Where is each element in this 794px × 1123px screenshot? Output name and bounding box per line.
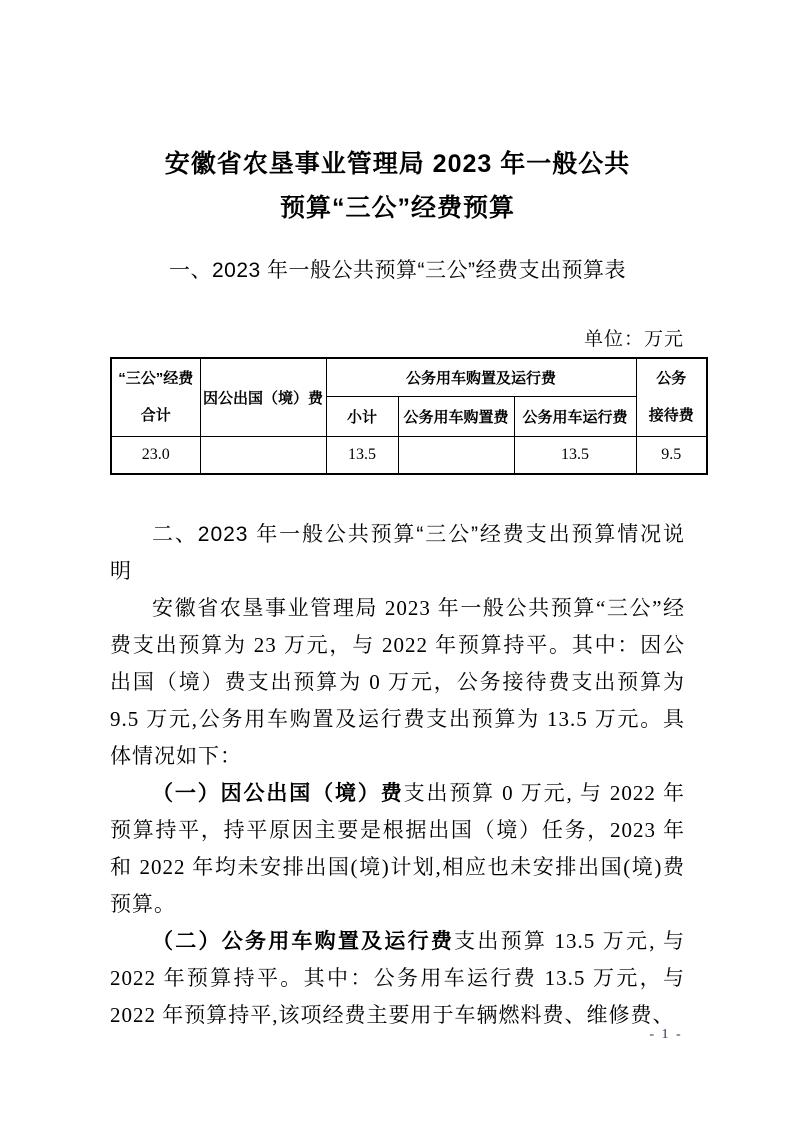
header-cell-reception — [636, 358, 707, 436]
value-vehicle-operation: 13.5 — [514, 436, 636, 474]
table-data-row — [111, 436, 707, 474]
paragraph-abroad-lead: （一）因公出国（境）费 — [152, 782, 404, 805]
value-vehicle-subtotal: 13.5 — [326, 436, 398, 474]
value-reception: 9.5 — [636, 436, 707, 474]
value-total: 23.0 — [111, 436, 200, 474]
value-abroad — [200, 436, 326, 474]
document-title-line1: 安徽省农垦事业管理局 2023 年一般公共 — [164, 150, 631, 178]
document-title — [110, 142, 685, 230]
section1-heading: 一、2023 年一般公共预算“三公”经费支出预算表 — [168, 259, 627, 282]
header-cell-abroad: 因公出国（境）费 — [200, 358, 326, 436]
header-cell-total — [111, 358, 200, 436]
header-cell-vehicle-purchase: 公务用车购置费 — [398, 396, 514, 436]
table-unit-label: 单位：万元 — [583, 329, 684, 350]
value-vehicle-purchase — [398, 436, 514, 474]
header-reception-line2: 接待费 — [648, 407, 694, 425]
paragraph-vehicle-text: 支出预算 13.5 万元, 与 2022 年预算持平。其中：公务用车运行费 13.5 万元，与 2022 年预算持平,该项经费主要用于车辆燃料费、维修费、 — [110, 929, 686, 1027]
header-cell-vehicle-operation: 公务用车运行费 — [514, 396, 636, 436]
header-cell-vehicle-subtotal: 小计 — [326, 396, 398, 436]
page-number: - 1 - — [649, 1027, 683, 1042]
paragraph-vehicle-lead: （二）公务用车购置及运行费 — [152, 930, 455, 953]
paragraph-abroad-text: 支出预算 0 万元, 与 2022 年预算持平，持平原因主要是根据出国（境）任务，2023 年和 2022 年均未安排出国(境)计划,相应也未安排出国(境)费预算。 — [110, 781, 686, 916]
header-cell-vehicle-group: 公务用车购置及运行费 — [326, 358, 636, 396]
table-header-row-1 — [111, 358, 707, 396]
paragraph-vehicle — [110, 923, 685, 1034]
document-title-line2: 预算“三公”经费预算 — [279, 194, 515, 222]
header-total-line2: 合计 — [140, 407, 171, 425]
header-reception-line1: 公务 — [656, 370, 687, 388]
paragraph-abroad — [110, 775, 685, 923]
header-total-line1: “三公”经费 — [118, 370, 194, 388]
section2-heading: 二、2023 年一般公共预算“三公”经费支出预算情况说明 — [110, 523, 685, 583]
budget-table — [110, 357, 708, 475]
paragraph-overview-text: 安徽省农垦事业管理局 2023 年一般公共预算“三公”经费支出预算为 23 万元，与 2022 年预算持平。其中：因公出国（境）费支出预算为 0 万元，公务接待费支出预算为 9.5 万元,公务用车购置及运行费支出预算为 13.5 万元。具体情况如下： — [110, 596, 685, 768]
paragraph-overview — [110, 590, 685, 775]
section2-body — [110, 516, 685, 1034]
